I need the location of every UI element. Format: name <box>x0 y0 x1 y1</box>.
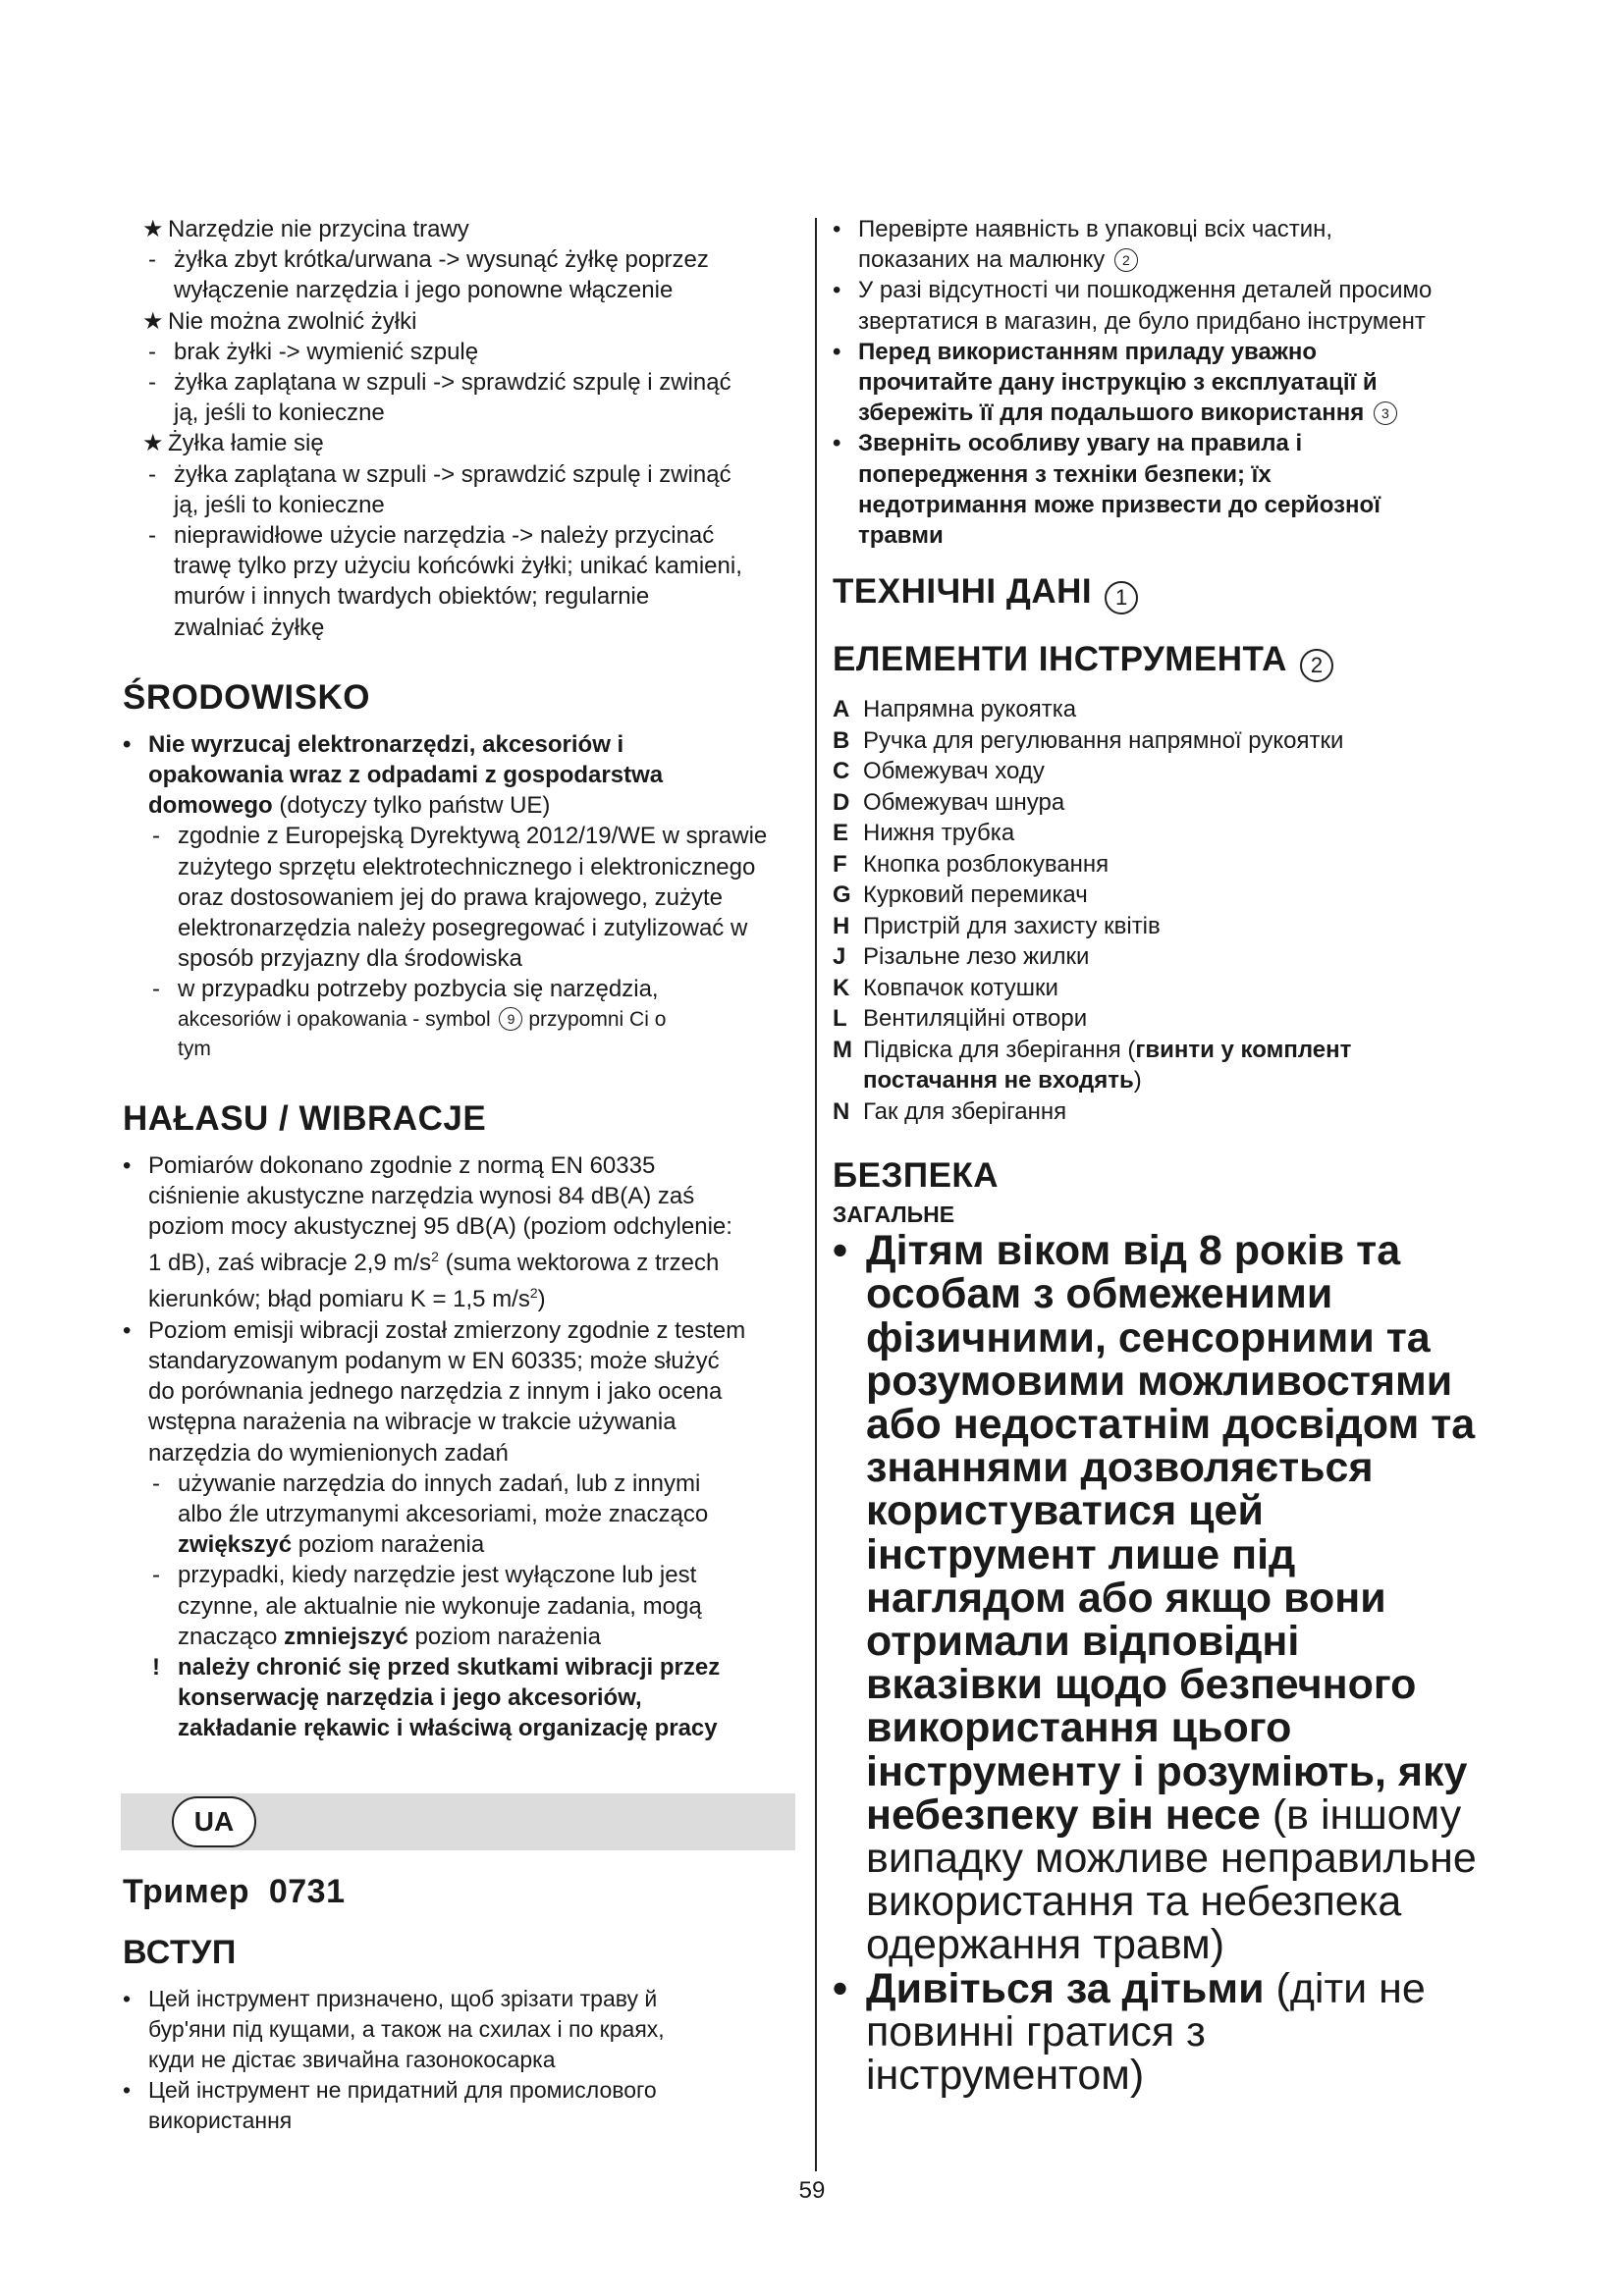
text-line: wyłączenie narzędzia i jego ponowne włączenie <box>174 277 674 304</box>
bullet-mark: • <box>833 1227 848 1275</box>
column-divider <box>815 218 817 2171</box>
text-line: ciśnienie akustyczne narzędzia wynosi 84 dB(A) zaś <box>148 1182 695 1209</box>
legend-key: K <box>833 974 850 1001</box>
legend-key: C <box>833 758 850 785</box>
text-line: - używanie narzędzia do innych zadań, lub z innymi <box>123 1468 795 1499</box>
warning-line: знаннями дозволяється <box>866 1444 1374 1492</box>
text-line: куди не дістає звичайна газонокосарка <box>148 2046 556 2072</box>
text-line: ★ Żyłka łamie się <box>123 428 795 458</box>
text-line: ★ Nie można zwolnić żyłki <box>123 306 795 337</box>
text-line: • Цей інструмент призначено, щоб зрізати траву й <box>123 1984 795 2014</box>
text-line: zwalniać żyłkę <box>174 614 325 641</box>
legend-row <box>833 973 1510 1004</box>
text-line: poziom mocy akustycznej 95 dB(A) (poziom odchylenie: <box>148 1213 732 1241</box>
warning-line: наглядом або якщо вони <box>866 1574 1386 1622</box>
warning-line: одержання травм) <box>866 1921 1225 1969</box>
dash-mark: - <box>152 1469 160 1497</box>
legend-value: Напрямна рукоятка <box>863 696 1077 723</box>
figure-3-icon: 3 <box>1374 401 1397 425</box>
text-line: недотримання може призвести до серйозної <box>858 491 1380 518</box>
bullet-mark: • <box>123 1985 132 2011</box>
environment-title: ŚRODOWISKO <box>123 677 370 717</box>
read-manual-bullet <box>833 337 1510 398</box>
text-line: ! należy chronić się przed skutkami wibracji przez <box>123 1652 795 1682</box>
text-line: czynne, ale aktualnie nie wykonuje zadania, mogą <box>178 1592 702 1620</box>
text-line: • Poziom emisji wibracji został zmierzony zgodnie z testem <box>123 1315 795 1346</box>
legend-row-m: M Підвіска для зберігання (гвинти у комплент <box>833 1036 1352 1063</box>
legend-key: H <box>833 912 850 939</box>
star-icon: ★ <box>142 430 164 457</box>
legend-row <box>833 911 1510 942</box>
legend-row <box>833 756 1510 787</box>
warning-line: інструментом) <box>866 2052 1145 2100</box>
noise-warning <box>123 1652 795 1744</box>
legend-key: D <box>833 788 850 816</box>
safety-title: БЕЗПЕКА <box>833 1156 1000 1196</box>
dash-mark: - <box>152 1562 160 1589</box>
dash-mark: - <box>148 338 156 365</box>
left-column: ★ Narzędzie nie przycina trawy - żyłka zbyt krótka/urwana -> wysunąć żyłkę poprzez wyłączenie narzędzia i jego ponowne włączenie ★ Nie można zwolnić żyłki - brak żyłki -> wymienić szpulę - żyłka zaplątana w szpuli -> sprawdzić szpulę i zwinąć ją, jeśli to konieczne ★ Żyłka łamie się - żyłka zaplątana w szpuli -> sprawdzić szpulę i zwinąć ją, jeśli to konieczne - nieprawidłowe użycie narzędzia -> należy przycinać trawę tylko przy użyciu końcówki żyłki; unikać kamieni, murów i innych twardych obiektów; regularnie zwalniać żyłkę ŚRODOWISKO • Nie wyrzucaj elektronarzędzi, akcesoriów i opakowania wraz z odpadami z gospodarstwa domowego (dotyczy tylko państw UE) - zgodnie z Europejską Dyrektywą 2012/19/WE w sprawie zużytego sprzętu elektrotechnicznego i elektronicznego oraz dostosowaniem jej do prawa krajowego, zużyte elektronarzędzia należy posegregować i zutylizować w sposób przyjazny dla środowiska - w przypadku potrzeby pozbycia się narzędzia, akcesoriów i opakowania - symbol 9 przypomni Ci o tym HAŁASU / WIBRACJE • Pomiarów dokonano zgodnie z normą EN 60335 ciśnienie akustyczne narzędzia wynosi 84 dB(A) zaś poziom mocy akustycznej 95 dB(A) (poziom odchylenie: 1 dB), zaś wibracje 2,9 $m/s^2$ (suma wektorowa z trzech kierunków; błąd pomiaru K = 1,5 $m/s^2$) • Poziom emisji wibracji został zmierzony zgodnie z testem standaryzowanym podanym w EN 60335; może służyć do porównania jednego narzędzia z innym i jako ocena wstępna narażenia na wibracje w trakcie używania narzędzia do wymienionych zadań - używanie narzędzia do innych zadań, lub z innymi albo źle utrzymanymi akcesoriami, może znacząco zwiększyć poziom narażenia - przypadki, kiedy narzędzie jest wyłączone lub jest czynne, ale aktualnie nie wykonuje zadania, mogą znacząco zmniejszyć poziom narażenia ! należy chronić się przed skutkami wibracji przez konserwację narzędzia i jego akcesoriów, zakładanie rękawic i właściwą organizację pracy UA Тример 0731 ВСТУП • Цей інструмент призначено, щоб зрізати траву й бур'яни під кущами, а також на схилах і по краях, куди не дістає звичайна газонокосарка • Цей інструмент не придатний для промислового використання <box>123 214 795 2137</box>
troubleshooting-list <box>123 214 795 643</box>
warning-line: розумовими можливостями <box>866 1357 1453 1405</box>
text-line: - zgodnie z Europejską Dyrektywą 2012/19/WE w sprawie <box>123 821 795 851</box>
warning-line: отримали відповідні <box>866 1618 1300 1666</box>
text-line: • Цей інструмент не придатний для промислового <box>123 2075 795 2106</box>
text-line: zakładanie rękawic i właściwą organizację pracy <box>178 1715 718 1742</box>
parts-legend <box>833 694 1510 1035</box>
dash-mark: - <box>148 460 156 488</box>
legend-key: F <box>833 850 847 878</box>
figure-2-icon: 2 <box>1114 248 1138 272</box>
legend-key: B <box>833 726 850 754</box>
legend-row <box>833 818 1510 849</box>
legend-row-n: N Гак для зберігання <box>833 1097 1067 1125</box>
text-line: ją, jeśli to konieczne <box>174 491 385 518</box>
tech-data-title: ТЕХНІЧНІ ДАНІ 1 <box>833 572 1510 614</box>
warning-line: або недостатнім досвідом та <box>866 1401 1476 1449</box>
environment-sublist <box>123 821 795 1004</box>
warning-line: особам з обмеженими <box>866 1270 1333 1318</box>
warning-line: вказівки щодо безпечного <box>866 1661 1417 1709</box>
elements-title: ЕЛЕМЕНТИ ІНСТРУМЕНТА 2 <box>833 640 1510 682</box>
text-line: trawę tylko przy użyciu końcówki żyłki; unikać kamieni, <box>174 553 742 580</box>
legend-row <box>833 725 1510 757</box>
text-line: • Перед використанням приладу уважно <box>833 337 1510 367</box>
dash-mark: - <box>148 246 156 274</box>
noise-paragraph-2 <box>123 1315 795 1468</box>
text-line: albo źle utrzymanymi akcesoriami, może znacząco <box>178 1500 709 1527</box>
text-line: - żyłka zaplątana w szpuli -> sprawdzić szpulę i zwinąć <box>123 459 795 490</box>
text-line: бур'яни під кущами, а також на схилах і по краях, <box>148 2015 665 2042</box>
text-line: ★ Narzędzie nie przycina trawy <box>123 214 795 244</box>
warning-line: повинні гратися з <box>866 2007 1206 2056</box>
dash-mark: ! <box>152 1653 160 1681</box>
text-line: травми <box>858 522 944 550</box>
text-line: elektronarzędzia należy posegregować i zutylizować w <box>178 915 748 942</box>
warning-line: випадку можливе неправильне <box>866 1835 1477 1883</box>
text-line: • Зверніть особливу увагу на правила і <box>833 428 1510 458</box>
legend-value: Ковпачок котушки <box>863 974 1058 1001</box>
warning-line: фізичними, сенсорними та <box>866 1313 1431 1362</box>
legend-value: Ручка для регулювання напрямної рукоятки <box>863 726 1344 754</box>
text-line: zużytego sprzętu elektrotechnicznego i elektronicznego <box>178 853 756 881</box>
warning-line: інструмент лише під <box>866 1530 1296 1578</box>
legend-value: Нижня трубка <box>863 820 1015 847</box>
bullet-mark: • <box>123 2077 132 2104</box>
page-number: 59 <box>798 2177 826 2204</box>
star-icon: ★ <box>142 307 164 335</box>
intro-bullet-2 <box>123 2075 795 2136</box>
legend-key: G <box>833 881 851 909</box>
text-line: - w przypadku potrzeby pozbycia się narzędzia, <box>123 974 795 1004</box>
text-line: - nieprawidłowe użycie narzędzia -> należy przycinać <box>123 520 795 551</box>
noise-title: HAŁASU / WIBRACJE <box>123 1098 487 1138</box>
intro-bullet-1 <box>123 1984 795 2076</box>
legend-row <box>833 941 1510 973</box>
legend-value: Різальне лезо жилки <box>863 943 1090 971</box>
text-line: - brak żyłki -> wymienić szpulę <box>123 337 795 367</box>
legend-key: A <box>833 696 850 723</box>
legend-value: Обмежувач шнура <box>863 788 1065 816</box>
general-subtitle: ЗАГАЛЬНЕ <box>833 1201 955 1228</box>
warning-line: інструменту і розуміють, яку <box>866 1747 1468 1795</box>
legend-row <box>833 880 1510 911</box>
warning-line: • Дітям віком від 8 років та <box>833 1227 1401 1275</box>
text-line: • Pomiarów dokonano zgodnie z normą EN 60335 <box>123 1150 795 1181</box>
dash-mark: - <box>152 823 160 850</box>
env-symbol-line: akcesoriów i opakowania - symbol 9 przypomni Ci o <box>178 1007 667 1031</box>
text-line: - przypadki, kiedy narzędzie jest wyłączone lub jest <box>123 1560 795 1590</box>
text-line: ją, jeśli to konieczne <box>174 400 385 427</box>
legend-value: Пристрій для захисту квітів <box>863 912 1161 939</box>
env-bullet-line: • Nie wyrzucaj elektronarzędzi, akcesoriów i <box>123 730 624 758</box>
children-warning <box>833 1229 1510 1793</box>
warning-line: використання цього <box>866 1704 1292 1752</box>
text-line: - żyłka zaplątana w szpuli -> sprawdzić szpulę i zwinąć <box>123 367 795 398</box>
legend-value: Курковий перемикач <box>863 881 1088 909</box>
legend-row <box>833 1003 1510 1035</box>
text-line: oraz dostosowaniem jej do prawa krajowego, zużyte <box>178 883 723 911</box>
intro-title: ВСТУП <box>123 1933 237 1971</box>
text-line: - żyłka zbyt krótka/urwana -> wysunąć żyłkę poprzez <box>123 244 795 275</box>
noise-paragraph-1 <box>123 1150 795 1243</box>
text-line: попередження з техніки безпеки; їх <box>858 460 1272 488</box>
noise-sublist-2 <box>123 1560 795 1621</box>
bullet-mark: • <box>833 338 841 365</box>
language-badge-ua: UA <box>172 1796 256 1847</box>
bullet-mark: • <box>123 1316 132 1344</box>
star-icon: ★ <box>142 216 164 242</box>
text-line: прочитайте дану інструкцію з експлуатації й <box>858 369 1378 397</box>
legend-value: Кнопка розблокування <box>863 850 1110 878</box>
right-column: • Перевірте наявність в упаковці всіх частин, показаних на малюнку 2 • У разі відсутності чи пошкодження деталей просимо звертатися в магазин, де було придбано інструмент • Перед використанням приладу уважно прочитайте дану інструкцію з експлуатації й збережіть її для подальшого використання 3 • Зверніть особливу увагу на правила і попередження з техніки безпеки; їх недотримання може призвести до серйозної травми ТЕХНІЧНІ ДАНІ 1 ЕЛЕМЕНТИ ІНСТРУМЕНТА 2 A Напрямна рукоятка B Ручка для регулювання напрямної рукоятки C Обмежувач ходу D Обмежувач шнура E Нижня трубка F Кнопка розблокування G Курковий перемикач H Пристрій для захисту квітів J Різальне лезо жилки K Ковпачок котушки L Вентиляційні отвори M Підвіска для зберігання (гвинти у комплент постачання не входять) N Гак для зберігання БЕЗПЕКА ЗАГАЛЬНЕ • Дітям віком від 8 років та особам з обмеженими фізичними, сенсорними та розумовими можливостями або недостатнім досвідом та знаннями дозволяється користуватися цей інструмент лише під наглядом або якщо вони отримали відповідні вказівки щодо безпечного використання цього інструменту і розуміють, яку небезпеку він несе (в іншому випадку можливе неправильне використання та небезпека одержання травм) • Дивіться за дітьми (діти не повинні гратися з інструментом) <box>833 214 1510 2097</box>
legend-row <box>833 849 1510 881</box>
bullet-mark: • <box>833 430 841 457</box>
warning-line: використання та небезпека <box>866 1878 1402 1926</box>
text-line: narzędzia do wymienionych zadań <box>148 1439 509 1467</box>
figure-1-icon: 1 <box>1105 581 1138 614</box>
legend-row <box>833 787 1510 819</box>
legend-key: E <box>833 820 849 847</box>
legend-key: J <box>833 943 846 971</box>
supervise-children-warning: • Дивіться за дітьми (діти не <box>833 1964 1426 2012</box>
dash-mark: - <box>152 976 160 1003</box>
noise-sublist-1 <box>123 1468 795 1529</box>
text-line: standaryzowanym podanym w EN 60335; może służyć <box>148 1347 720 1374</box>
text-line: konserwację narzędzia i jego akcesoriów, <box>178 1684 642 1712</box>
safety-attention-bullet <box>833 428 1510 551</box>
language-bar <box>121 1793 795 1850</box>
symbol-9-icon: 9 <box>499 1007 522 1031</box>
text-line: do porównania jednego narzędzia z innym i jako ocena <box>148 1378 723 1406</box>
legend-row <box>833 694 1510 725</box>
text-line: wstępna narażenia na wibracje w trakcie używania <box>148 1409 677 1436</box>
dash-mark: - <box>148 522 156 550</box>
figure-2-icon: 2 <box>1300 649 1333 682</box>
bullet-mark: • <box>123 1151 132 1179</box>
legend-value: Обмежувач ходу <box>863 758 1045 785</box>
text-line: murów i innych twardych obiektów; regularnie <box>174 583 650 611</box>
legend-value: Вентиляційні отвори <box>863 1005 1088 1033</box>
dash-mark: - <box>148 369 156 397</box>
warning-line: користуватися цей <box>866 1487 1264 1535</box>
text-line: використання <box>148 2108 293 2134</box>
legend-key: L <box>833 1005 847 1033</box>
product-title: Тример 0731 <box>123 1872 346 1910</box>
text-line: sposób przyjazny dla środowiska <box>178 945 522 973</box>
